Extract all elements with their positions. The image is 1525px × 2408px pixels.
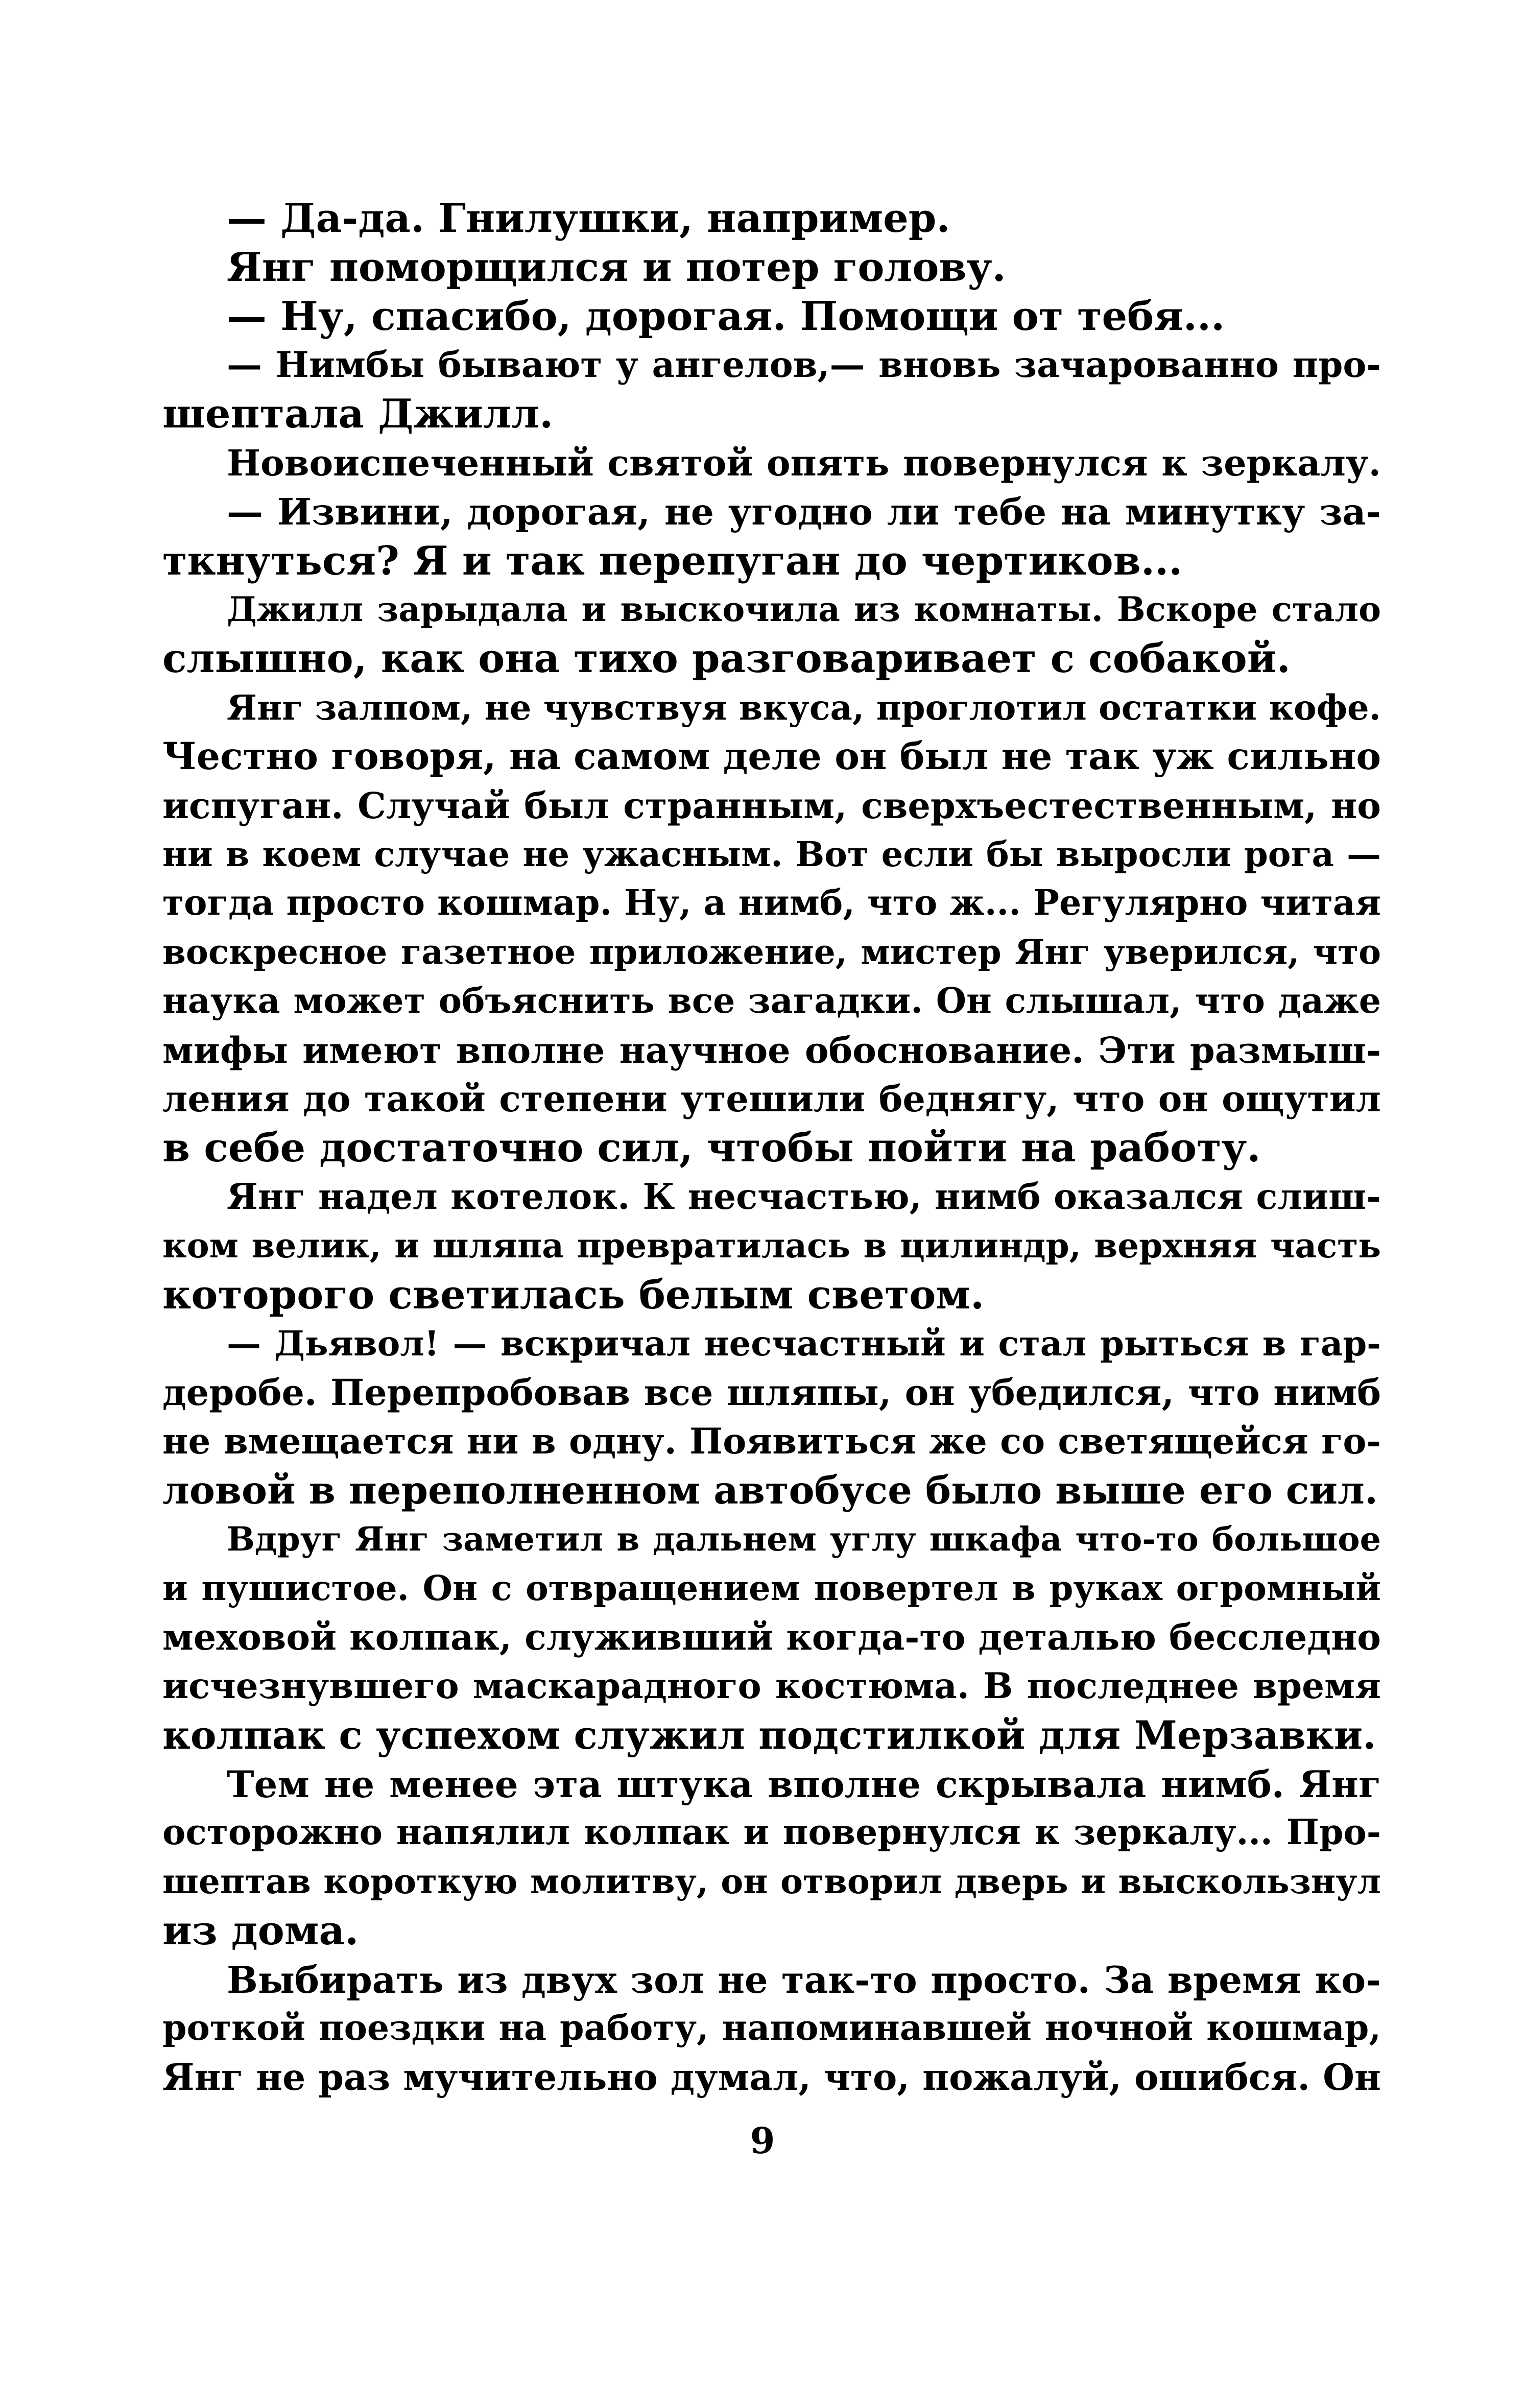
text-line: Янг не раз мучительно думал, что, пожалуй, ошибся. Он	[162, 2056, 1381, 2099]
text-line: воскресное газетное приложение, мистер Янг уверился, что	[162, 932, 1381, 972]
text-line: — Нимбы бывают у ангелов,— вновь зачарованно про-	[227, 344, 1381, 386]
text-line: Янг залпом, не чувствуя вкуса, проглотил остатки кофе.	[227, 687, 1381, 728]
text-line: шептав короткую молитву, он отворил дверь и выскользнул	[162, 1862, 1381, 1902]
text-line: из дома.	[162, 1907, 359, 1954]
text-line: исчезнувшего маскарадного костюма. В последнее время	[162, 1665, 1381, 1707]
text-line: — Да-да. Гнилушки, например.	[227, 195, 950, 242]
text-line: — Ну, спасибо, дорогая. Помощи от тебя...	[227, 293, 1225, 340]
text-line: — Дьявол! — вскричал несчастный и стал рыться в гар-	[227, 1323, 1381, 1364]
text-line: ловой в переполненном автобусе было выше его сил.	[162, 1467, 1378, 1513]
text-line: ткнуться? Я и так перепуган до чертиков...	[162, 537, 1183, 584]
text-line: Янг надел котелок. К несчастью, нимб оказался слиш-	[227, 1176, 1381, 1218]
text-line: Выбирать из двух зол не так-то просто. За время ко-	[227, 1958, 1381, 2001]
text-line: Честно говоря, на самом деле он был не так уж сильно	[162, 734, 1381, 778]
text-line: мифы имеют вполне научное обоснование. Эти размыш-	[162, 1029, 1381, 1071]
text-line: в себе достаточно сил, чтобы пойти на работу.	[162, 1125, 1261, 1172]
text-line: деробе. Перепробовав все шляпы, он убедился, что нимб	[162, 1371, 1381, 1414]
body-text	[162, 194, 1381, 2102]
text-line: Вдруг Янг заметил в дальнем углу шкафа что-то большое	[227, 1519, 1381, 1559]
text-line: ни в коем случае не ужасным. Вот если бы выросли рога —	[162, 834, 1381, 875]
text-line: Тем не менее эта штука вполне скрывала нимб. Янг	[227, 1762, 1381, 1806]
text-line: которого светилась белым светом.	[162, 1271, 985, 1318]
text-line: слышно, как она тихо разговаривает с собакой.	[162, 635, 1291, 682]
text-line: колпак с успехом служил подстилкой для Мерзавки.	[162, 1712, 1376, 1758]
text-line: тогда просто кошмар. Ну, а нимб, что ж... Регулярно читая	[162, 883, 1381, 924]
text-line: Янг поморщился и потер голову.	[227, 244, 1006, 291]
page-number: 9	[750, 2119, 775, 2162]
text-line: наука может объяснить все загадки. Он слышал, что даже	[162, 980, 1381, 1021]
text-line: и пушистое. Он с отвращением повертел в руках огромный	[162, 1568, 1381, 1609]
text-line: не вмещается ни в одну. Появиться же со светящейся го-	[162, 1420, 1381, 1462]
text-line: шептала Джилл.	[162, 391, 554, 438]
text-line: меховой колпак, служивший когда-то деталью бесследно	[162, 1616, 1381, 1659]
text-line: Новоиспеченный святой опять повернулся к зеркалу.	[227, 441, 1381, 484]
text-line: осторожно напялил колпак и повернулся к зеркалу... Про-	[162, 1812, 1381, 1853]
text-line: испуган. Случай был странным, сверхъестественным, но	[162, 784, 1381, 827]
text-line: Джилл зарыдала и выскочила из комнаты. Вскоре стало	[227, 589, 1381, 630]
text-line: — Извини, дорогая, не угодно ли тебе на минутку за-	[227, 490, 1381, 533]
text-line: роткой поездки на работу, напоминавшей ночной кошмар,	[162, 2008, 1381, 2049]
text-line: ления до такой степени утешили беднягу, что он ощутил	[162, 1078, 1381, 1120]
text-line: ком велик, и шляпа превратилась в цилиндр, верхняя часть	[162, 1225, 1381, 1266]
